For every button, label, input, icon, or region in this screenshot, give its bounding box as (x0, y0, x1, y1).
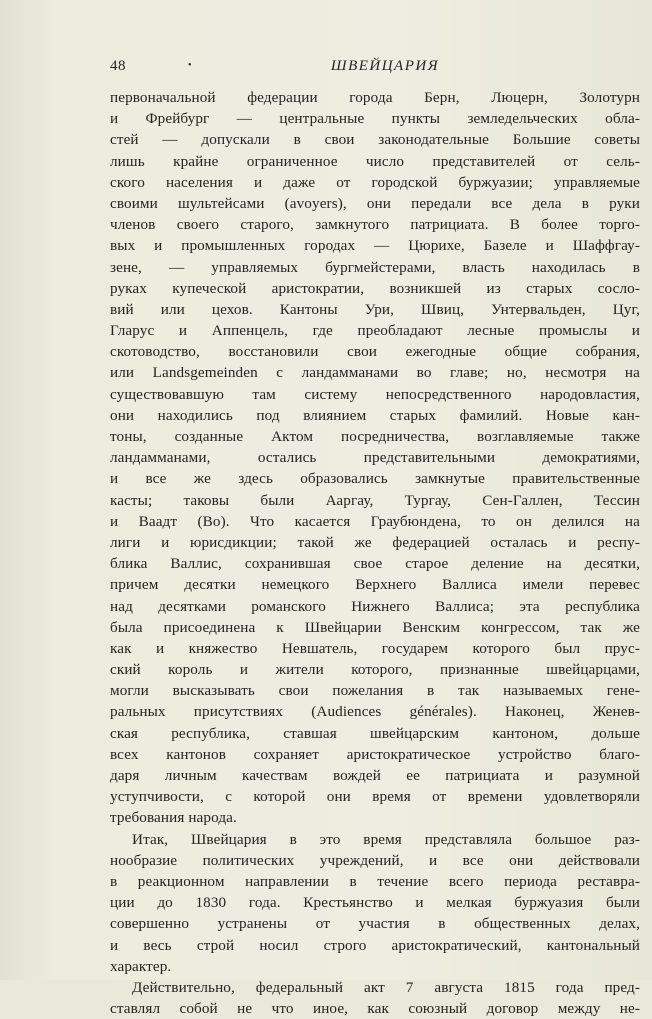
text-line: блика Валлис, сохранившая свое старое деление на десятки, (110, 555, 640, 573)
text-line: ландамманами, остались представительными демократиями, (110, 449, 640, 467)
text-line: руках купеческой аристократии, возникшей из старых сосло- (110, 279, 640, 297)
paragraph-3 (110, 977, 640, 1019)
text-line: над десятками романского Нижнего Валлиса; эта республика (110, 597, 640, 615)
text-line: всех кантонов сохраняет аристократическое устройство благо- (110, 745, 640, 763)
text-line: зене, — управляемых бургмейстерами, власть находилась в (110, 258, 640, 276)
text-line: ральных присутствиях (Audiences générales). Наконец, Женев- (110, 703, 640, 721)
text-line: уступчивости, с которой они время от времени удовлетворяли (110, 788, 640, 806)
text-line: характер. (110, 957, 172, 975)
text-line: ского населения и даже от городской буржуазии; управляемые (110, 173, 640, 191)
text-line: в реакционном направлении в течение всего периода реставра- (110, 872, 640, 890)
text-line: как и княжество Невшатель, государем которого был прус- (110, 639, 640, 657)
text-line: или Landsgemeinden с ландамманами во главе; но, несмотря на (110, 364, 640, 382)
text-line: тоны, созданные Актом посредничества, возглавляемые также (110, 428, 640, 445)
text-line: вых и промышленных городах — Цюрихе, Базеле и Шаффгау- (110, 237, 640, 255)
text-line: и Фрейбург — центральные пункты земледельческих обла- (110, 110, 640, 128)
text-line: стей — допускали в свои законодательные Большие советы (110, 131, 640, 149)
text-line: касты; таковы были Ааргау, Тургау, Сен-Галлен, Тессин (110, 491, 640, 509)
paragraph-1 (110, 87, 640, 829)
body-text (110, 87, 640, 1019)
text-line: лиги и юрисдикции; такой же федерацией осталась и респу- (110, 533, 640, 551)
running-title: ШВЕЙЦАРИЯ (330, 58, 440, 74)
header-dot-mark: • (188, 60, 192, 71)
text-line: и Ваадт (Во). Что касается Граубюндена, то он делился на (110, 512, 640, 530)
text-line: Гларус и Аппенцель, где преобладают лесные промыслы и (110, 322, 640, 340)
page-number: 48 (110, 58, 126, 74)
text-line: даря личным качествам вождей ее патрициата и разумной (110, 767, 640, 784)
text-line: нообразие политических учреждений, и все они действовали (110, 851, 640, 869)
text-line: ская республика, ставшая швейцарским кантоном, дольше (110, 724, 640, 742)
text-line: была присоединена к Швейцарии Венским конгрессом, так же (110, 618, 640, 636)
text-line: совершенно устранены от участия в общественных делах, (110, 915, 640, 933)
text-line: и весь строй носил строго аристократический, кантональный (110, 936, 640, 954)
text-line: причем десятки немецкого Верхнего Валлиса имели перевес (110, 576, 640, 594)
text-line: своими шультейсами (avoyers), они передали все дела в руки (110, 194, 640, 212)
text-line: скотоводство, восстановили свои ежегодные общие собрания, (110, 343, 640, 361)
text-line: они находились под влиянием старых фамилий. Новые кан- (110, 406, 640, 424)
text-line: вий или цехов. Кантоны Ури, Швиц, Унтервальден, Цуг, (110, 300, 640, 318)
text-line: Итак, Швейцария в это время представляла большое раз- (132, 830, 640, 848)
text-line: Действительно, федеральный акт 7 августа 1815 года пред- (132, 978, 640, 996)
text-line: ский король и жители которого, признанные швейцарцами, (110, 661, 640, 679)
text-line: и все же здесь образовались замкнутые правительственные (110, 470, 640, 488)
text-line: могли высказывать свои пожелания в так называемых гене- (110, 682, 640, 700)
text-line: существовавшую там систему непосредственного народовластия, (110, 385, 640, 403)
page-header (110, 58, 640, 80)
text-line: лишь крайне ограниченное число представителей от сель- (110, 152, 640, 170)
text-line: членов своего старого, замкнутого патрициата. В более торго- (110, 216, 640, 234)
text-line: ставлял собой не что иное, как союзный договор между не- (110, 1000, 640, 1018)
paragraph-2 (110, 829, 640, 977)
text-line: требования народа. (110, 809, 237, 827)
text-line: ции до 1830 года. Крестьянство и мелкая буржуазия были (110, 894, 640, 912)
text-line: первоначальной федерации города Берн, Люцерн, Золотурн (110, 89, 640, 106)
